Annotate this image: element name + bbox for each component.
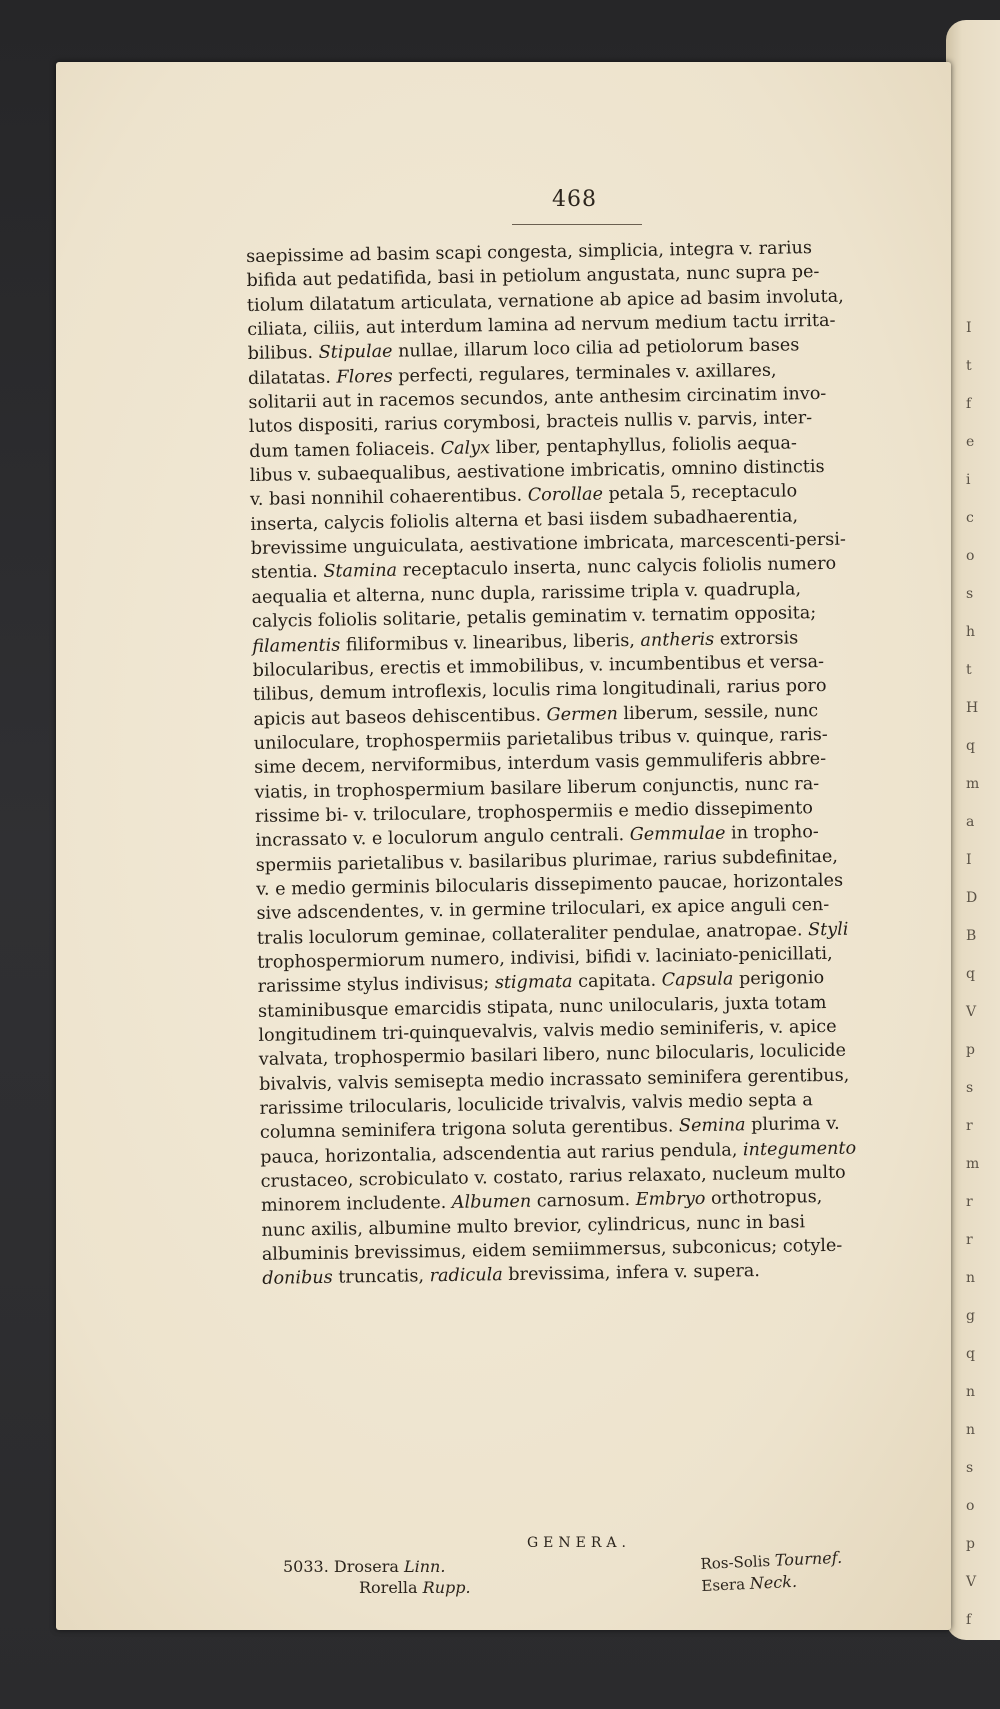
facing-page-fragment: s xyxy=(966,1080,974,1096)
synonym-name: Ros-Solis xyxy=(700,1551,771,1573)
text-run: carnosum. xyxy=(531,1190,636,1213)
text-run: rarissime stylus indivisus; xyxy=(257,973,496,998)
genus-entry xyxy=(283,1556,471,1598)
text-run: liberum, sessile, nunc xyxy=(617,700,819,724)
facing-page-fragment: o xyxy=(966,548,975,564)
italic-term: donibus xyxy=(262,1268,333,1290)
text-run: bilocularibus, erectis et immobilibus, v. incumbentibus et versa- xyxy=(252,651,825,681)
synonym-author: Neck. xyxy=(749,1571,798,1593)
italic-term: Embryo xyxy=(635,1189,706,1211)
facing-page-fragment: a xyxy=(966,814,975,830)
text-run: saepissime ad basim scapi congesta, simplicia, integra v. rarius xyxy=(246,238,813,267)
text-run: tralis loculorum geminae, collateraliter pendulae, anatropae. xyxy=(256,919,809,949)
italic-term: Stipulae xyxy=(318,342,393,364)
text-run: tilibus, demum introflexis, loculis rima longitudinali, rarius poro xyxy=(252,676,827,706)
italic-term: integumento xyxy=(742,1138,857,1161)
facing-page-fragment: e xyxy=(966,434,975,450)
facing-page-edge xyxy=(946,20,1000,1640)
text-run: bifida aut pedatifida, basi in petiolum angustata, nunc supra pe- xyxy=(246,262,820,292)
italic-term: Styli xyxy=(807,919,849,940)
italic-term: Flores xyxy=(336,366,393,388)
synonym-author: Rupp. xyxy=(422,1578,471,1597)
facing-page-fragment: V xyxy=(966,1574,977,1590)
synonym-name: Rorella xyxy=(359,1578,418,1597)
italic-term: Albumen xyxy=(451,1192,532,1214)
text-run: tiolum dilatatum articulata, vernatione ab apice ad basim involuta, xyxy=(246,286,844,316)
italic-term: Stamina xyxy=(323,561,398,583)
italic-term: stigmata xyxy=(494,972,573,994)
text-run: petala 5, receptaculo xyxy=(602,481,798,505)
facing-page-fragment: q xyxy=(966,738,975,754)
text-run: capitata. xyxy=(572,970,662,993)
facing-page-fragment: I xyxy=(966,320,972,336)
text-run: incrassato v. e loculorum angulo centrali. xyxy=(255,825,630,852)
text-run: lutos dispositi, rarius corymbosi, bracteis nullis v. parvis, inter- xyxy=(248,408,813,438)
text-run: staminibusque emarcidis stipata, nunc unilocularis, juxta totam xyxy=(257,992,827,1022)
facing-page-fragment: q xyxy=(966,966,975,982)
text-run: solitarii aut in racemos secundos, ante anthesim circinatim invo- xyxy=(248,383,827,414)
italic-term: filamentis xyxy=(252,635,341,657)
italic-term: Corollae xyxy=(527,484,604,507)
facing-page-fragment: m xyxy=(966,1156,980,1172)
text-run: stentia. xyxy=(251,562,324,584)
facing-page-fragment: t xyxy=(966,662,972,678)
text-run: trophospermiorum numero, indivisi, bifidi v. laciniato-penicillati, xyxy=(257,943,833,973)
header-rule xyxy=(512,224,642,225)
text-run: orthotropus, xyxy=(705,1187,823,1210)
genus-synonyms-right xyxy=(700,1547,844,1597)
text-run: apicis aut baseos dehiscentibus. xyxy=(253,704,547,730)
text-run: sive adscendentes, v. in germine triloculari, ex apice anguli cen- xyxy=(256,895,830,925)
facing-page-fragment: V xyxy=(966,1004,977,1020)
synonym-author: Tournef. xyxy=(774,1547,843,1570)
text-run: brevissime unguiculata, aestivatione imbricata, marcescenti-persi- xyxy=(250,529,847,560)
text-run: nunc axilis, albumine multo brevior, cylindricus, nunc in basi xyxy=(261,1212,806,1241)
text-run: aequalia et alterna, nunc dupla, rarissime tripla v. quadrupla, xyxy=(251,579,802,608)
italic-term: Germen xyxy=(546,703,619,725)
text-run: pauca, horizontalia, adscendentia aut rarius pendula, xyxy=(260,1140,744,1168)
facing-page-fragment: p xyxy=(966,1042,975,1058)
facing-page-fragment: o xyxy=(966,1498,975,1514)
italic-term: antheris xyxy=(640,629,715,651)
text-run: inserta, calycis foliolis alterna et basi iisdem subadhaerentia, xyxy=(250,506,799,535)
facing-page-fragment: I xyxy=(966,852,972,868)
text-run: receptaculo inserta, nunc calycis foliolis numero xyxy=(396,554,837,582)
text-run: brevissima, infera v. supera. xyxy=(502,1261,761,1286)
genera-heading: GENERA. xyxy=(527,1535,631,1551)
facing-page-fragment: H xyxy=(966,700,979,716)
text-run: bivalvis, valvis semisepta medio incrassato seminifera gerentibus, xyxy=(259,1065,850,1095)
text-run: longitudinem tri-quinquevalvis, valvis medio seminiferis, v. apice xyxy=(258,1016,837,1046)
text-run: liber, pentaphyllus, foliolis aequa- xyxy=(489,433,798,458)
text-run: in tropho- xyxy=(725,822,819,844)
text-run: extrorsis xyxy=(713,627,799,650)
text-run: spermiis parietalibus v. basilaribus plurimae, rarius subdefinitae, xyxy=(255,846,839,876)
text-run: perigonio xyxy=(733,968,825,990)
text-run: crustaceo, scrobiculato v. costato, rarius relaxato, nucleum multo xyxy=(260,1162,846,1192)
facing-page-fragment: s xyxy=(966,1460,974,1476)
text-run: filiformibus v. linearibus, liberis, xyxy=(340,630,641,656)
facing-page-fragment: h xyxy=(966,624,976,640)
facing-page-fragment: c xyxy=(966,510,974,526)
page-number: 468 xyxy=(552,187,597,212)
text-run: nullae, illarum loco cilia ad petiolorum bases xyxy=(392,335,800,363)
facing-page-fragment: f xyxy=(966,1612,972,1628)
facing-page-fragment: n xyxy=(966,1270,976,1286)
italic-term: radicula xyxy=(429,1265,503,1287)
italic-term: Gemmulae xyxy=(629,823,726,846)
text-run: rarissime trilocularis, loculicide trivalvis, valvis medio septa a xyxy=(259,1090,813,1119)
synonym-name: Esera xyxy=(701,1575,746,1595)
facing-page-fragment: n xyxy=(966,1422,976,1438)
text-run: plurima v. xyxy=(745,1114,840,1136)
text-run: ciliata, ciliis, aut interdum lamina ad nervum medium tactu irrita- xyxy=(247,310,836,341)
facing-page-fragment: n xyxy=(966,1384,976,1400)
facing-page-fragment: f xyxy=(966,396,972,412)
facing-page-fragment: p xyxy=(966,1536,975,1552)
text-run: dilatatas. xyxy=(247,367,337,389)
body-text xyxy=(246,234,932,1291)
genus-name: Drosera xyxy=(333,1557,399,1576)
facing-page-fragment: g xyxy=(966,1308,975,1324)
text-run: uniloculare, trophospermiis parietalibus tribus v. quinque, raris- xyxy=(253,724,828,754)
text-run: truncatis, xyxy=(332,1266,430,1289)
text-run: viatis, in trophospermium basilare liberum conjunctis, nunc ra- xyxy=(254,773,820,803)
facing-page-fragment: q xyxy=(966,1346,975,1362)
facing-page-fragment: t xyxy=(966,358,972,374)
facing-page-fragment: r xyxy=(966,1194,973,1210)
text-run: columna seminifera trigona soluta gerentibus. xyxy=(259,1116,680,1144)
facing-page-fragment: D xyxy=(966,890,978,906)
genus-author: Linn. xyxy=(403,1557,446,1576)
text-run: sime decem, nerviformibus, interdum vasis gemmuliferis abbre- xyxy=(254,749,827,779)
italic-term: Calyx xyxy=(440,437,491,459)
facing-page-fragment: B xyxy=(966,928,977,944)
italic-term: Semina xyxy=(678,1115,746,1137)
facing-page-fragment: i xyxy=(966,472,971,488)
genus-number: 5033. xyxy=(283,1557,329,1576)
text-run: libus v. subaequalibus, aestivatione imbricatis, omnino distinctis xyxy=(249,457,825,487)
text-run: rissime bi- v. triloculare, trophospermiis e medio dissepimento xyxy=(254,798,814,827)
text-run: albuminis brevissimus, eidem semiimmersus, subconicus; cotyle- xyxy=(261,1235,843,1265)
facing-page-fragment: m xyxy=(966,776,980,792)
text-run: minorem includente. xyxy=(260,1193,453,1217)
facing-page-fragment: r xyxy=(966,1232,973,1248)
italic-term: Capsula xyxy=(661,969,734,991)
text-run: bilibus. xyxy=(247,343,319,365)
text-run: valvata, trophospermio basilari libero, nunc bilocularis, loculicide xyxy=(258,1041,847,1071)
text-run: calycis foliolis solitarie, petalis geminatim v. ternatim opposita; xyxy=(251,603,817,633)
facing-page-fragment: s xyxy=(966,586,974,602)
text-run: v. basi nonnihil cohaerentibus. xyxy=(249,486,528,511)
text-run: perfecti, regulares, terminales v. axillares, xyxy=(392,360,777,387)
text-run: dum tamen foliaceis. xyxy=(249,438,441,462)
facing-page-fragment: r xyxy=(966,1118,973,1134)
text-run: v. e medio germinis bilocularis dissepimento paucae, horizontales xyxy=(255,870,844,900)
